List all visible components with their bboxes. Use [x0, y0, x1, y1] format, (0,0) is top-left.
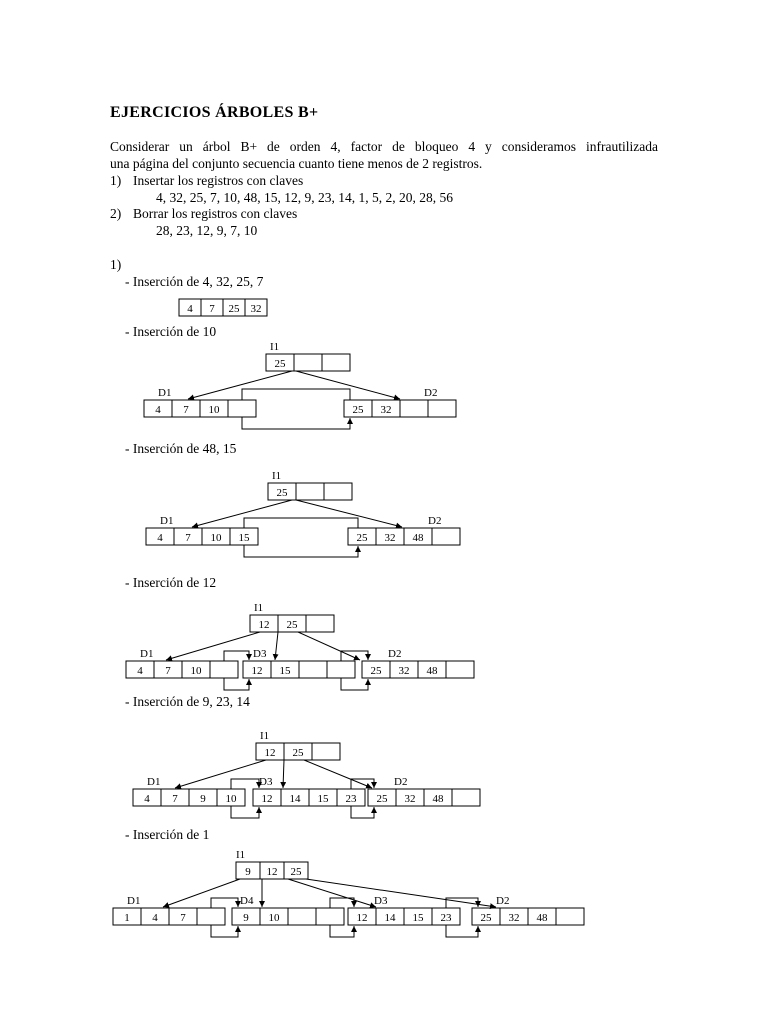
cell-key: 32 — [508, 912, 520, 924]
node-label: D1 — [140, 648, 154, 660]
pointer-i1-d1 — [166, 632, 260, 660]
node-label: D1 — [127, 895, 141, 907]
node-i1 — [236, 849, 308, 879]
cell-key: 32 — [398, 665, 410, 677]
node-d3 — [243, 648, 355, 678]
cell-key: 25 — [274, 358, 286, 370]
cell-key: 48 — [432, 793, 444, 805]
cell-key: 25 — [228, 303, 240, 315]
node-label: D2 — [496, 895, 510, 907]
node-label: D2 — [428, 515, 442, 527]
sequence-link-d1-d3 — [231, 806, 259, 818]
node-d2 — [348, 515, 460, 545]
cell-key: 23 — [440, 912, 452, 924]
task-1-number: 1) — [110, 173, 122, 188]
step-3-caption: - Inserción de 48, 15 — [125, 441, 237, 456]
cell-key: 48 — [412, 532, 424, 544]
sequence-link-d1-d4 — [211, 925, 238, 937]
node-label: D1 — [147, 776, 161, 788]
pointer-i1-d2 — [304, 760, 372, 788]
cell-key: 48 — [536, 912, 548, 924]
cell-key: 25 — [356, 532, 368, 544]
sequence-link-top — [242, 389, 350, 400]
cell-key: 7 — [172, 793, 178, 805]
pointer-i1-d2 — [306, 879, 496, 907]
cell-key: 10 — [208, 404, 220, 416]
cell-key: 9 — [243, 912, 249, 924]
step-6-caption: - Inserción de 1 — [125, 827, 210, 842]
sequence-link-top — [244, 518, 358, 528]
cell-key: 14 — [384, 912, 396, 924]
pointer-i1-d2 — [298, 632, 360, 660]
node-d2 — [362, 648, 474, 678]
cell-key: 15 — [238, 532, 250, 544]
cell-key: 10 — [210, 532, 222, 544]
cell-key: 12 — [261, 793, 273, 805]
node-label: D3 — [374, 895, 388, 907]
node-d1 — [113, 895, 225, 925]
step-1-caption: - Inserción de 4, 32, 25, 7 — [125, 274, 264, 289]
cell-key: 4 — [157, 532, 163, 544]
task-2-text: Borrar los registros con claves — [133, 206, 298, 221]
cell-key: 25 — [290, 866, 302, 878]
node-d2 — [472, 895, 584, 925]
cell-key: 4 — [144, 793, 150, 805]
sequence-link-d1-d3-top — [224, 651, 249, 661]
sequence-link-d1-d4-top — [211, 898, 238, 908]
task-2-keys: 28, 23, 12, 9, 7, 10 — [156, 223, 258, 238]
sequence-link-d4-d3 — [330, 925, 354, 937]
pointer-i1-d3 — [283, 760, 284, 788]
sequence-link-d3-d2-top — [341, 651, 368, 661]
node-label: D2 — [424, 387, 438, 399]
cell-key: 32 — [250, 303, 262, 315]
pointer-i1-d1 — [175, 760, 266, 788]
node-label: D1 — [158, 387, 172, 399]
sequence-link-d3-d2 — [341, 678, 368, 690]
pointer-i1-d1 — [192, 500, 292, 527]
node-label: I1 — [254, 602, 264, 614]
node-d2 — [368, 776, 480, 806]
cell-key: 1 — [124, 912, 130, 924]
step-2-caption: - Inserción de 10 — [125, 324, 217, 339]
pointer-i1-d2 — [296, 371, 400, 399]
cell-key: 10 — [268, 912, 280, 924]
cell-key: 12 — [266, 866, 278, 878]
sequence-link-d4-d3-top — [330, 898, 354, 908]
cell-key: 25 — [376, 793, 388, 805]
sequence-link-d3-d2 — [446, 925, 478, 937]
cell-key: 25 — [286, 619, 298, 631]
sequence-link-d1-d2 — [242, 417, 350, 429]
cell-key: 48 — [426, 665, 438, 677]
node-d3 — [253, 776, 365, 806]
node-label: I1 — [270, 341, 280, 353]
node-label: I1 — [272, 470, 282, 482]
node-d2 — [344, 387, 456, 417]
cell-key: 7 — [180, 912, 186, 924]
solution-label: 1) — [110, 257, 122, 272]
cell-key: 4 — [152, 912, 158, 924]
pointer-i1-d3 — [275, 632, 278, 660]
cell-key: 4 — [137, 665, 143, 677]
cell-key: 12 — [251, 665, 263, 677]
step-5-caption: - Inserción de 9, 23, 14 — [125, 694, 250, 709]
cell-key: 9 — [245, 866, 251, 878]
cell-key: 25 — [370, 665, 382, 677]
node-d4 — [232, 895, 344, 925]
cell-key: 25 — [276, 487, 288, 499]
node-label: I1 — [236, 849, 246, 861]
cell-key: 7 — [165, 665, 171, 677]
node-i1 — [266, 341, 350, 371]
node-i1 — [268, 470, 352, 500]
node-label: D3 — [253, 648, 267, 660]
pointer-i1-d2 — [296, 500, 402, 527]
cell-key: 25 — [292, 747, 304, 759]
intro-line-2: una página del conjunto secuencia cuanto tiene menos de 2 registros. — [110, 156, 483, 171]
node-label: D3 — [259, 776, 273, 788]
node-label: D1 — [160, 515, 174, 527]
node-i1 — [256, 730, 340, 760]
cell-key: 15 — [412, 912, 424, 924]
pointer-i1-d1 — [163, 879, 240, 907]
cell-key: 32 — [380, 404, 392, 416]
node-d1 — [133, 776, 245, 806]
cell-key: 25 — [352, 404, 364, 416]
node-i1 — [250, 602, 334, 632]
cell-key: 32 — [384, 532, 396, 544]
node-label: D2 — [388, 648, 402, 660]
cell-key: 14 — [289, 793, 301, 805]
sequence-link-d1-d3-top — [231, 779, 259, 789]
pointer-i1-d1 — [188, 371, 292, 399]
node-d1 — [126, 648, 238, 678]
cell-key: 12 — [264, 747, 276, 759]
task-1-keys: 4, 32, 25, 7, 10, 48, 15, 12, 9, 23, 14, 1, 5, 2, 20, 28, 56 — [156, 190, 453, 205]
document-title: EJERCICIOS ÁRBOLES B+ — [110, 104, 319, 121]
cell-key: 9 — [200, 793, 206, 805]
sequence-link-d1-d3 — [224, 678, 249, 690]
cell-key: 12 — [258, 619, 270, 631]
cell-key: 4 — [187, 303, 193, 315]
node-label: D4 — [240, 895, 254, 907]
cell-key: 4 — [155, 404, 161, 416]
cell-key: 10 — [190, 665, 202, 677]
sequence-link-d1-d2 — [244, 545, 358, 557]
node-label: D2 — [394, 776, 408, 788]
node-label: I1 — [260, 730, 270, 742]
cell-key: 15 — [317, 793, 329, 805]
cell-key: 23 — [345, 793, 357, 805]
cell-key: 25 — [480, 912, 492, 924]
node-leaf — [179, 299, 267, 316]
intro-line-1: Considerar un árbol B+ de orden 4, factor de bloqueo 4 y consideramos infrautilizada — [110, 139, 658, 154]
cell-key: 10 — [225, 793, 237, 805]
cell-key: 7 — [185, 532, 191, 544]
cell-key: 15 — [279, 665, 291, 677]
sequence-link-d3-d2 — [351, 806, 374, 818]
cell-key: 7 — [209, 303, 215, 315]
node-d1 — [146, 515, 258, 545]
cell-key: 7 — [183, 404, 189, 416]
task-1-text: Insertar los registros con claves — [133, 173, 304, 188]
sequence-link-d3-d2-top — [446, 898, 478, 908]
cell-key: 32 — [404, 793, 416, 805]
step-4-caption: - Inserción de 12 — [125, 575, 217, 590]
task-2-number: 2) — [110, 206, 122, 221]
node-d1 — [144, 387, 256, 417]
cell-key: 12 — [356, 912, 368, 924]
